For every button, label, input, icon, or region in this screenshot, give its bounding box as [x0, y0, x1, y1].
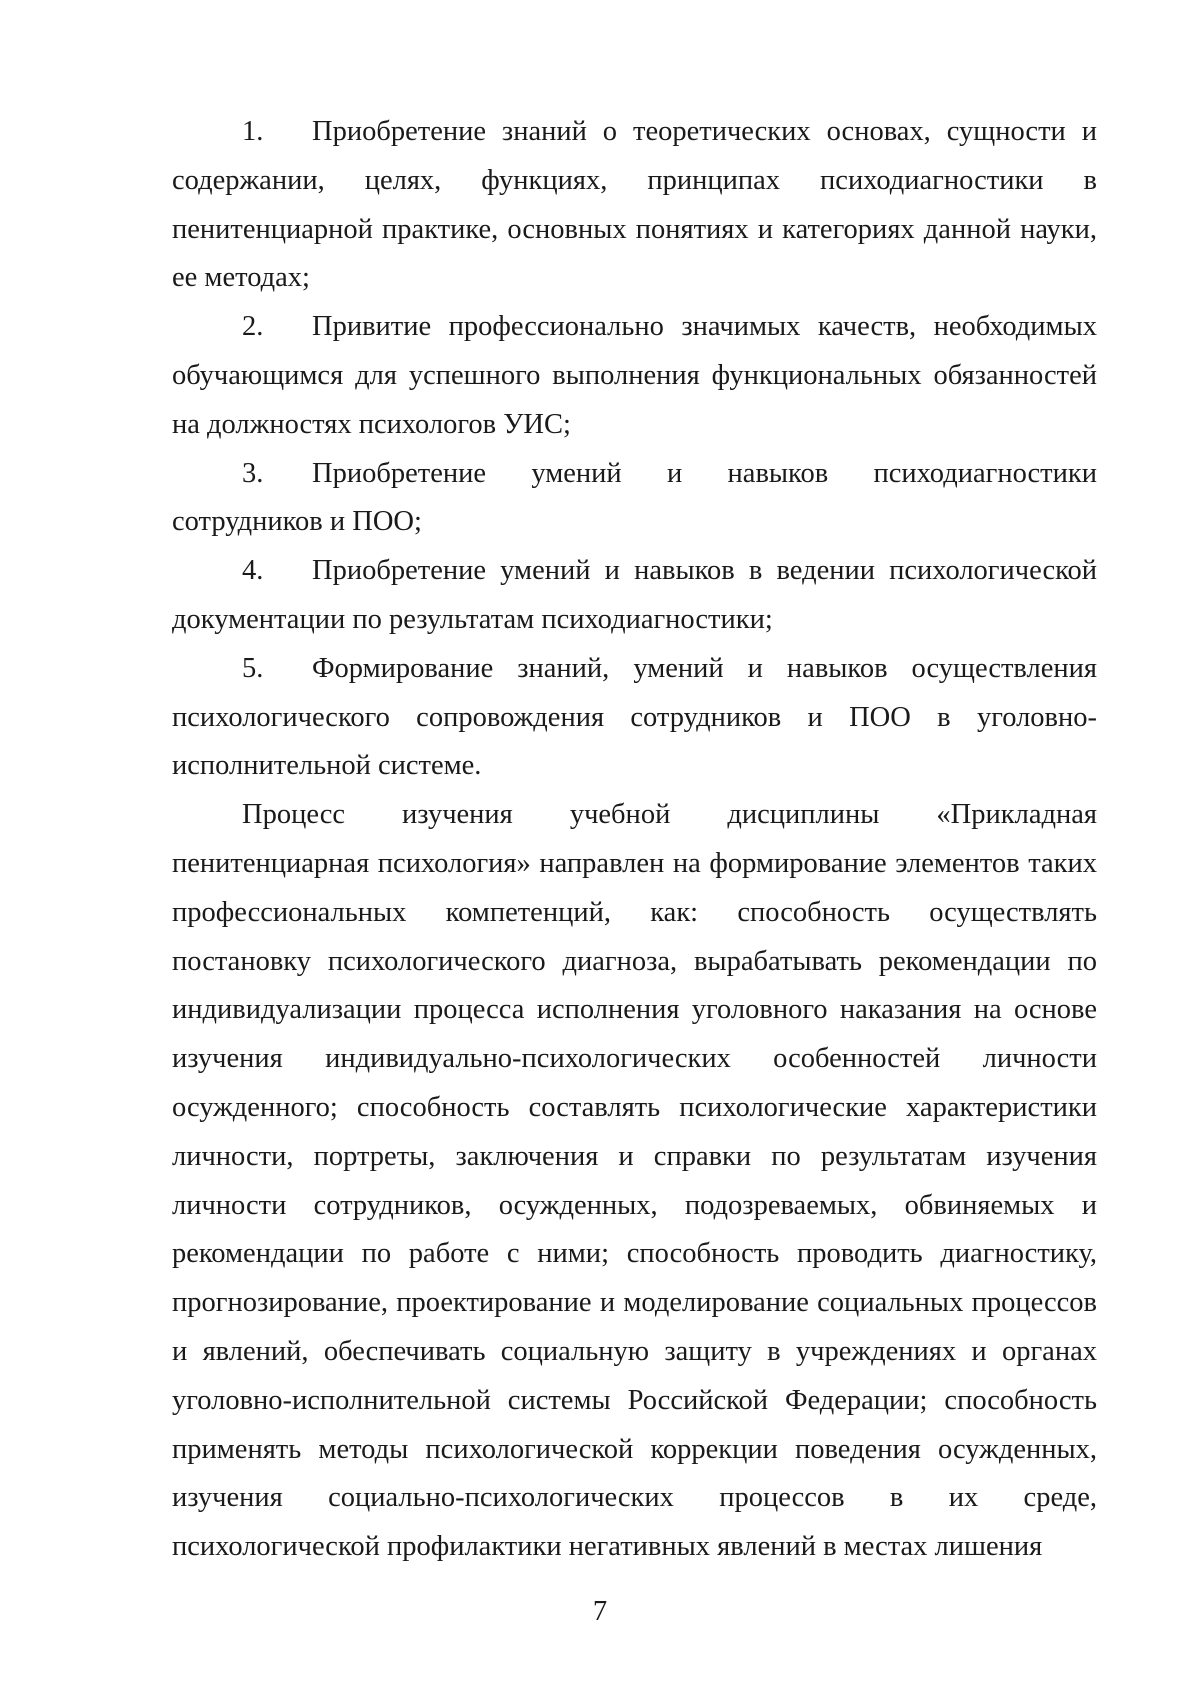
list-item-text: Приобретение умений и навыков психодиагностики сотрудников и ПОО;	[172, 457, 1097, 538]
page-number: 7	[592, 1596, 608, 1627]
list-item	[172, 645, 1097, 791]
list-item-text: Формирование знаний, умений и навыков осуществления психологического сопровождения сотрудников и ПОО в уголовно-исполнительной системе.	[172, 652, 1097, 782]
list-item-text: Привитие профессионально значимых качеств, необходимых обучающимся для успешного выполнения функциональных обязанностей на должностях психологов УИС;	[172, 311, 1097, 440]
page-content	[172, 108, 1097, 1572]
list-item-number: 1.	[242, 116, 264, 147]
list-item	[172, 547, 1097, 645]
list-item-number: 2.	[242, 311, 264, 343]
list-item-text: Приобретение знаний о теоретических основах, сущности и содержании, целях, функциях, принципах психодиагностики в пенитенциарной практике, основных понятиях и категориях данной науки, ее методах;	[172, 116, 1097, 294]
list-item-text: Приобретение умений и навыков в ведении психологической документации по результатам психодиагностики;	[172, 555, 1097, 635]
body-paragraph: Процесс изучения учебной дисциплины «Прикладная пенитенциарная психология» направлен на формирование элементов таких профессиональных компетенций, как: способность осуществлять постановку психологического диагноза, вырабатывать рекомендации по индивидуализации процесса исполнения уголовного наказания на основе изучения индивидуально-психологических особенностей личности осужденного; способность составлять психологические характеристики личности, портреты, заключения и справки по результатам изучения личности сотрудников, осужденных, подозреваемых, обвиняемых и рекомендации по работе с ними; способность проводить диагностику, прогнозирование, проектирование и моделирование социальных процессов и явлений, обеспечивать социальную защиту в учреждениях и органах уголовно-исполнительной системы Российской Федерации; способность применять методы психологической коррекции поведения осужденных, изучения социально-психологических процессов в их среде, психологической профилактики негативных явлений в местах лишения	[172, 799, 1097, 1563]
list-item-number: 5.	[242, 652, 264, 684]
list-item-number: 3.	[242, 457, 264, 489]
list-item	[172, 108, 1097, 303]
list-item	[172, 303, 1097, 449]
list-item-number: 4.	[242, 555, 264, 587]
list-item	[172, 450, 1097, 548]
